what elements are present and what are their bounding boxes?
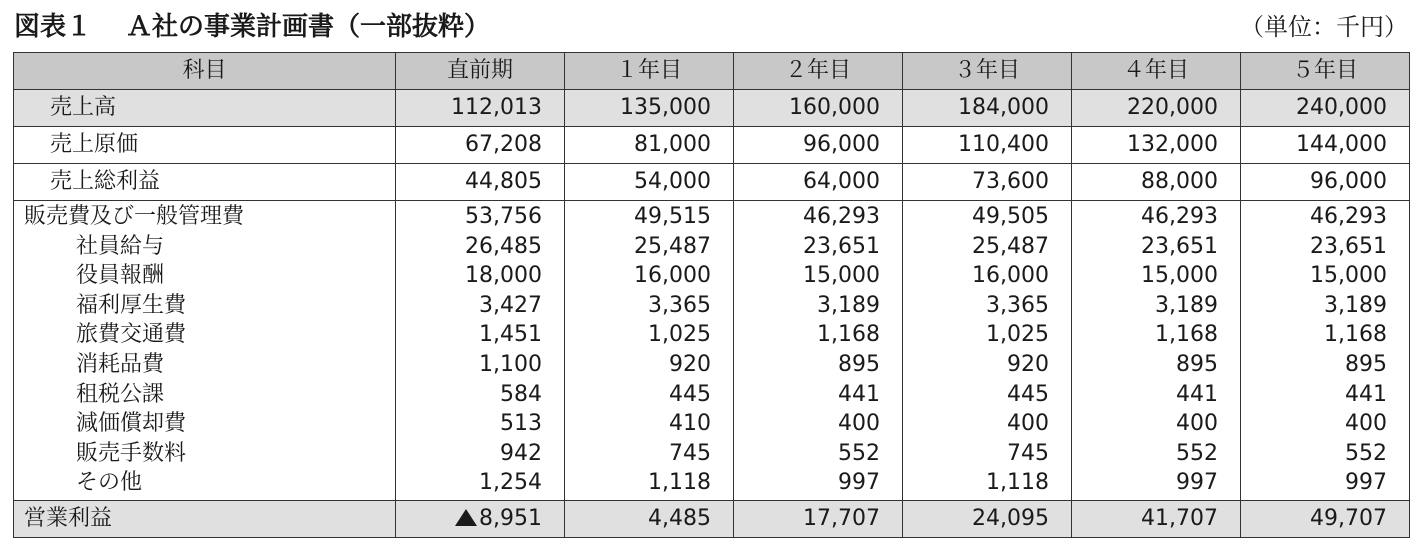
cell-officer-y3: 16,000: [972, 263, 1049, 289]
cell-officer-y5: 15,000: [1310, 263, 1387, 289]
cell-other-prior: 1,254: [479, 470, 542, 496]
cell-salaries-y3: 25,487: [972, 233, 1049, 259]
cell-welfare-y4: 3,189: [1155, 292, 1218, 318]
cell-travel-y3: 1,025: [986, 322, 1049, 348]
cell-sales-y2: 160,000: [734, 90, 903, 127]
cell-cos-y3: 110,400: [903, 127, 1072, 164]
business-plan-table: [13, 52, 1410, 538]
unit-note: （単位：千円）: [1240, 13, 1408, 41]
sga-col-y4: [1072, 201, 1241, 501]
label-welfare: 福利厚生費: [76, 292, 187, 318]
cell-op-y2: 17,707: [734, 500, 903, 537]
cell-taxes-y5: 441: [1345, 381, 1387, 407]
cell-travel-y4: 1,168: [1155, 322, 1218, 348]
row-gross-profit: [14, 164, 1410, 201]
row-cost-of-sales: [14, 127, 1410, 164]
cell-sales-prior: 112,013: [396, 90, 565, 127]
cell-officer-y4: 15,000: [1141, 263, 1218, 289]
cell-op-prior: [396, 500, 565, 537]
row-sga-block: [14, 201, 1410, 501]
sga-col-y5: [1241, 201, 1410, 501]
cell-depreciation-y5: 400: [1345, 411, 1387, 437]
cell-travel-y5: 1,168: [1324, 322, 1387, 348]
cell-sga-y3: 49,505: [972, 204, 1049, 229]
label-sales-commission: 販売手数料: [76, 440, 187, 466]
cell-sales-y4: 220,000: [1072, 90, 1241, 127]
sga-col-y2: [734, 201, 903, 501]
label-supplies: 消耗品費: [76, 351, 165, 377]
cell-sga-prior: 53,756: [465, 204, 542, 229]
cell-commission-y1: 745: [669, 440, 711, 466]
cell-salaries-y4: 23,651: [1141, 233, 1218, 259]
cell-supplies-y3: 920: [1007, 351, 1049, 377]
cell-other-y1: 1,118: [648, 470, 711, 496]
label-travel: 旅費交通費: [76, 322, 187, 348]
cell-sales-y3: 184,000: [903, 90, 1072, 127]
cell-other-y5: 997: [1345, 470, 1387, 496]
header-year-2: ２年目: [734, 53, 903, 90]
row-operating-profit: [14, 500, 1410, 537]
header-year-5: ５年目: [1241, 53, 1410, 90]
cell-welfare-y5: 3,189: [1324, 292, 1387, 318]
cell-depreciation-prior: 513: [500, 411, 542, 437]
cell-travel-y2: 1,168: [817, 322, 880, 348]
label-taxes: 租税公課: [76, 381, 165, 407]
cell-travel-y1: 1,025: [648, 322, 711, 348]
label-operating-profit: 営業利益: [14, 500, 396, 537]
cell-officer-y2: 15,000: [803, 263, 880, 289]
cell-welfare-y1: 3,365: [648, 292, 711, 318]
figure-title: Ａ社の事業計画書（一部抜粋）: [126, 12, 491, 42]
row-sales: [14, 90, 1410, 127]
cell-supplies-prior: 1,100: [479, 351, 542, 377]
sga-col-prior: [396, 201, 565, 501]
cell-salaries-prior: 26,485: [465, 233, 542, 259]
cell-officer-y1: 16,000: [634, 263, 711, 289]
cell-sga-y1: 49,515: [634, 204, 711, 229]
label-cost-of-sales: 売上原価: [14, 127, 396, 164]
cell-commission-y4: 552: [1176, 440, 1218, 466]
header-year-4: ４年目: [1072, 53, 1241, 90]
cell-salaries-y2: 23,651: [803, 233, 880, 259]
cell-depreciation-y1: 410: [669, 411, 711, 437]
cell-welfare-y2: 3,189: [817, 292, 880, 318]
label-salaries: 社員給与: [76, 233, 165, 259]
cell-supplies-y5: 895: [1345, 351, 1387, 377]
cell-commission-y5: 552: [1345, 440, 1387, 466]
header-prior-year: 直前期: [396, 53, 565, 90]
label-officer-pay: 役員報酬: [76, 263, 165, 289]
label-sga: 販売費及び一般管理費: [24, 204, 245, 229]
cell-op-y1: 4,485: [565, 500, 734, 537]
cell-sga-y5: 46,293: [1310, 204, 1387, 229]
cell-taxes-prior: 584: [500, 381, 542, 407]
cell-gp-y2: 64,000: [734, 164, 903, 201]
cell-cos-y1: 81,000: [565, 127, 734, 164]
cell-welfare-y3: 3,365: [986, 292, 1049, 318]
header-row: [14, 53, 1410, 90]
cell-sga-y4: 46,293: [1141, 204, 1218, 229]
cell-op-y5: 49,707: [1241, 500, 1410, 537]
cell-gp-prior: 44,805: [396, 164, 565, 201]
figure-caption: [14, 8, 490, 46]
header-year-3: ３年目: [903, 53, 1072, 90]
header-year-1: １年目: [565, 53, 734, 90]
cell-op-y4: 41,707: [1072, 500, 1241, 537]
cell-gp-y3: 73,600: [903, 164, 1072, 201]
label-sales: 売上高: [14, 90, 396, 127]
label-gross-profit: 売上総利益: [14, 164, 396, 201]
cell-cos-y2: 96,000: [734, 127, 903, 164]
cell-supplies-y2: 895: [838, 351, 880, 377]
cell-other-y2: 997: [838, 470, 880, 496]
cell-op-y3: 24,095: [903, 500, 1072, 537]
label-depreciation: 減価償却費: [76, 411, 187, 437]
cell-gp-y5: 96,000: [1241, 164, 1410, 201]
cell-depreciation-y2: 400: [838, 411, 880, 437]
label-other: その他: [76, 470, 143, 496]
cell-supplies-y1: 920: [669, 351, 711, 377]
header-item: 科目: [14, 53, 396, 90]
cell-welfare-prior: 3,427: [479, 292, 542, 318]
cell-other-y4: 997: [1176, 470, 1218, 496]
cell-supplies-y4: 895: [1176, 351, 1218, 377]
cell-sales-y5: 240,000: [1241, 90, 1410, 127]
cell-salaries-y5: 23,651: [1310, 233, 1387, 259]
cell-depreciation-y4: 400: [1176, 411, 1218, 437]
cell-salaries-y1: 25,487: [634, 233, 711, 259]
cell-commission-y2: 552: [838, 440, 880, 466]
cell-op-prior-value: 8,951: [479, 505, 542, 531]
cell-commission-y3: 745: [1007, 440, 1049, 466]
cell-taxes-y3: 445: [1007, 381, 1049, 407]
cell-travel-prior: 1,451: [479, 322, 542, 348]
figure-label: 図表１: [14, 12, 93, 42]
cell-other-y3: 1,118: [986, 470, 1049, 496]
cell-taxes-y4: 441: [1176, 381, 1218, 407]
sga-col-y3: [903, 201, 1072, 501]
cell-cos-prior: 67,208: [396, 127, 565, 164]
cell-depreciation-y3: 400: [1007, 411, 1049, 437]
cell-commission-prior: 942: [500, 440, 542, 466]
cell-taxes-y1: 445: [669, 381, 711, 407]
cell-cos-y4: 132,000: [1072, 127, 1241, 164]
cell-cos-y5: 144,000: [1241, 127, 1410, 164]
cell-officer-prior: 18,000: [465, 263, 542, 289]
cell-taxes-y2: 441: [838, 381, 880, 407]
cell-gp-y4: 88,000: [1072, 164, 1241, 201]
cell-sga-y2: 46,293: [803, 204, 880, 229]
cell-gp-y1: 54,000: [565, 164, 734, 201]
sga-labels: [14, 201, 396, 501]
cell-sales-y1: 135,000: [565, 90, 734, 127]
sga-col-y1: [565, 201, 734, 501]
negative-triangle-icon: [455, 509, 477, 526]
